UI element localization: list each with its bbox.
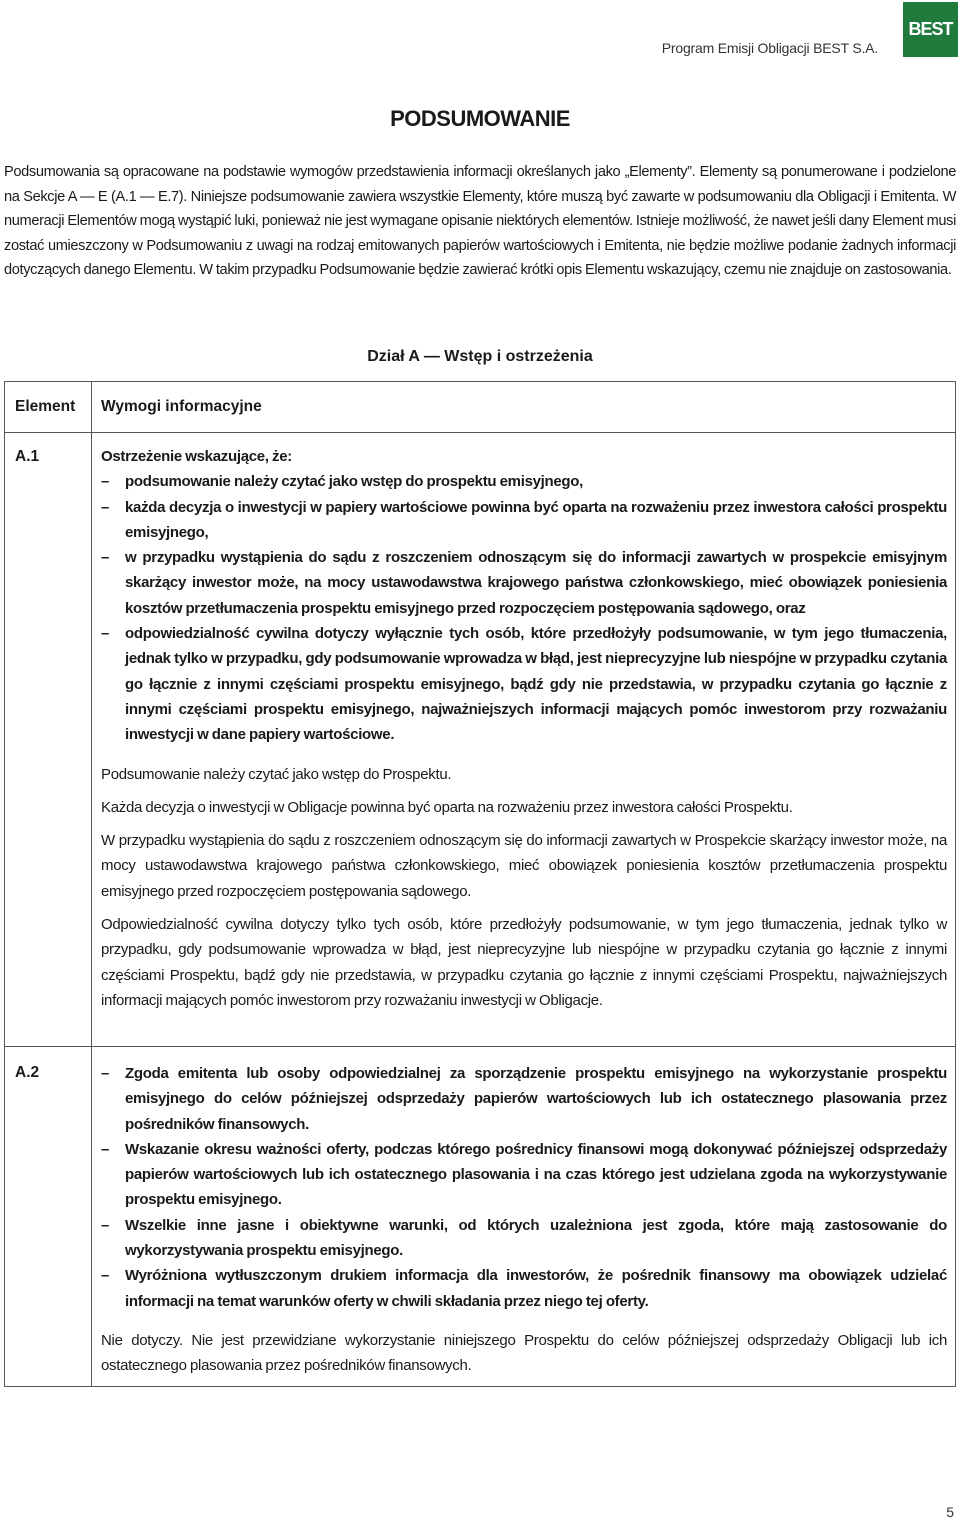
list-item: – w przypadku wystąpienia do sądu z roszczeniem odnoszącym się do informacji zawartych w prospekcie emisyjnym skarżący inwestor może, na mocy ustawodawstwa krajowego państwa członkowskiego, mieć obowiązek poniesienia kosztów przetłumaczenia prospektu emisyjnego przed rozpoczęciem postępowania sądowego, oraz bbox=[101, 549, 947, 617]
list-item: – odpowiedzialność cywilna dotyczy wyłącznie tych osób, które przedłożyły podsumowanie, w tym jego tłumaczenia, jednak tylko w przypadku, gdy podsumowanie wprowadza w błąd, jest nieprecyzyjne lub niespójne w przypadku czytania go łącznie z innymi częściami prospektu emisyjnego, bądź gdy nie przedstawia, w przypadku czytania go łącznie z innymi częściami prospektu emisyjnego, najważniejszych informacji mających pomóc inwestorom przy rozważaniu inwestycji w dane papiery wartościowe. bbox=[101, 625, 947, 744]
header-program-title: Program Emisji Obligacji BEST S.A. bbox=[661, 40, 878, 56]
requirement-list bbox=[101, 469, 947, 747]
column-separator bbox=[91, 382, 92, 1386]
element-content-a1 bbox=[101, 444, 947, 1013]
answer-paragraph: Każda decyzja o inwestycji w Obligacje powinna być oparta na rozważeniu przez inwestora całości Prospektu. bbox=[101, 798, 793, 816]
element-id-a1: A.1 bbox=[15, 448, 40, 465]
row-divider bbox=[5, 1046, 955, 1047]
header-row-divider bbox=[5, 432, 955, 433]
best-logo: BEST bbox=[903, 2, 958, 57]
requirement-list bbox=[101, 1061, 947, 1314]
column-header-requirements: Wymogi informacyjne bbox=[101, 398, 262, 415]
page-title: PODSUMOWANIE bbox=[390, 106, 570, 131]
list-item: – Wskazanie okresu ważności oferty, podczas którego pośrednicy finansowi mogą dokonywać późniejszej odsprzedaży papierów wartościowych lub ich ostatecznego plasowania i na czas którego jest udzielana zgoda na wykorzystywanie prospektu emisyjnego. bbox=[101, 1140, 947, 1209]
page-number: 5 bbox=[946, 1504, 954, 1520]
element-id-a2: A.2 bbox=[15, 1064, 40, 1081]
list-item: – każda decyzja o inwestycji w papiery wartościowe powinna być oparta na rozważeniu przez inwestora całości prospektu emisyjnego, bbox=[101, 498, 947, 541]
list-item: – Zgoda emitenta lub osoby odpowiedzialnej za sporządzenie prospektu emisyjnego na wykorzystanie prospektu emisyjnego do celów późniejszej odsprzedaży papierów wartościowych lub ich ostatecznego plasowania przez pośredników finansowych. bbox=[101, 1065, 947, 1133]
column-header-element: Element bbox=[15, 398, 76, 415]
summary-table bbox=[4, 381, 956, 1387]
list-item: – Wszelkie inne jasne i obiektywne warunki, od których uzależniona jest zgoda, które mają zastosowanie do wykorzystywania prospektu emisyjnego. bbox=[101, 1216, 947, 1260]
answer-paragraph: Odpowiedzialność cywilna dotyczy tylko tych osób, które przedłożyły podsumowanie, w tym jego tłumaczenia, jednak tylko w przypadku, gdy podsumowanie wprowadza w błąd, jest nieprecyzyjne lub niespójne w przypadku czytania go łącznie z innymi częściami Prospektu, bądź gdy nie przedstawia, w przypadku czytania go łącznie z innymi częściami Prospektu, najważniejszych informacji mających pomóc inwestorom przy rozważaniu inwestycji w Obligacje. bbox=[101, 916, 947, 1009]
list-item: – podsumowanie należy czytać jako wstęp do prospektu emisyjnego, bbox=[101, 473, 584, 491]
intro-paragraph: Podsumowania są opracowane na podstawie wymogów przedstawienia informacji określanych jako „Elementy”. Elementy są ponumerowane i podzielone na Sekcje A — E (A.1 — E.7). Niniejsze podsumowanie zawiera wszystkie Elementy, które muszą być zawarte w podsumowaniu dla Obligacji i Emitenta. W numeracji Elementów mogą wystąpić luki, ponieważ nie jest wymagane opisanie niektórych elementów. Istnieje możliwość, że nawet jeśli dany Element musi zostać umieszczony w Podsumowaniu z uwagi na rodzaj emitowanych papierów wartościowych i Emitenta, nie będzie możliwe podanie żadnych informacji dotyczących danego Elementu. W takim przypadku Podsumowanie będzie zawierać krótki opis Elementu wskazujący, czemu nie znajduje on zastosowania. bbox=[4, 164, 956, 279]
element-content-a2 bbox=[101, 1061, 947, 1379]
answer-paragraph: Podsumowanie należy czytać jako wstęp do Prospektu. bbox=[101, 765, 452, 783]
list-item: – Wyróżniona wytłuszczonym drukiem informacja dla inwestorów, że pośrednik finansowy ma obowiązek udzielać informacji na temat warunków oferty w chwili składania przez niego tej oferty. bbox=[101, 1267, 947, 1310]
answer-paragraph: W przypadku wystąpienia do sądu z roszczeniem odnoszącym się do informacji zawartych w Prospekcie skarżący inwestor może, na mocy ustawodawstwa krajowego państwa członkowskiego, mieć obowiązek poniesienia kosztów przetłumaczenia prospektu emisyjnego przed rozpoczęciem postępowania sądowego. bbox=[101, 832, 947, 900]
answer-paragraph: Nie dotyczy. Nie jest przewidziane wykorzystanie niniejszego Prospektu do celów późniejszej odsprzedaży Obligacji lub ich ostatecznego plasowania przez pośredników finansowych. bbox=[101, 1331, 947, 1375]
requirement-lead: Ostrzeżenie wskazujące, że: bbox=[101, 448, 292, 465]
section-title: Dział A — Wstęp i ostrzeżenia bbox=[367, 348, 593, 365]
